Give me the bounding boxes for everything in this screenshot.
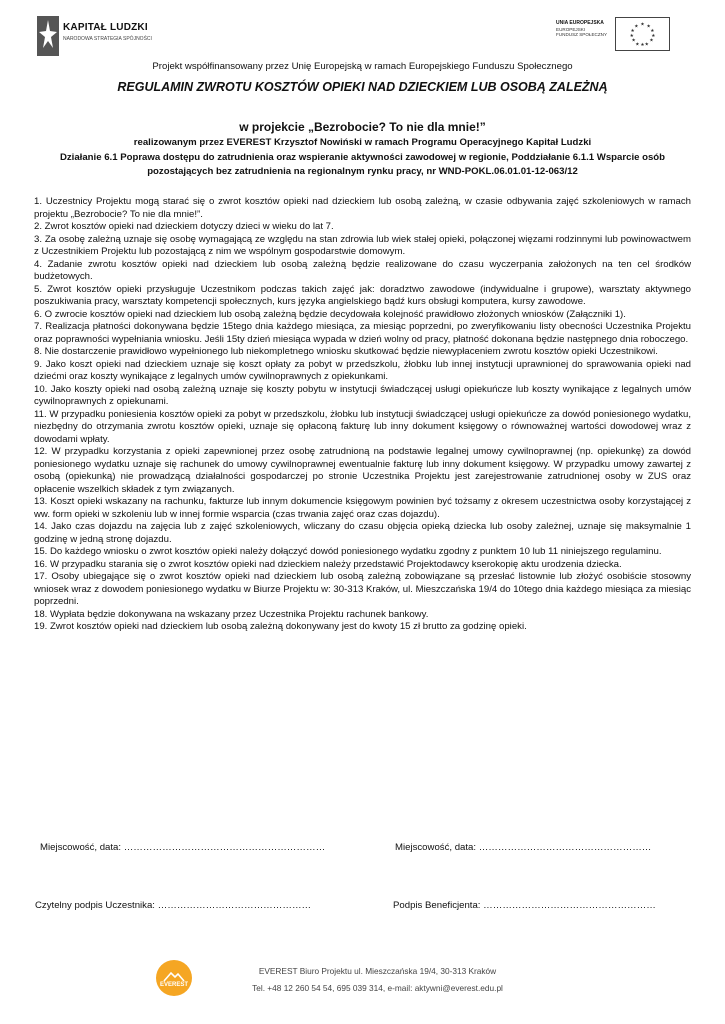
rule-item: 1. Uczestnicy Projektu mogą starać się o zwrot kosztów opieki nad dzieckiem lub osobą zależną, w czasie odbywania zajęć szkoleniowych w ramach projektu „Bezrobocie? To nie dla mnie!”.	[34, 196, 691, 220]
eu-flag-icon	[615, 17, 670, 51]
eu-logo-line3: FUNDUSZ SPOŁECZNY	[556, 32, 608, 38]
svg-text:★: ★	[650, 29, 655, 35]
beneficiary-signature: Podpis Beneficjenta: ………………………………………………	[393, 900, 656, 911]
svg-text:★: ★	[630, 29, 635, 35]
place-date-right: Miejscowość, data: ………………………………………………	[395, 842, 652, 853]
rule-item: 10. Jako koszty opieki nad osobą zależną uznaje się koszty pobytu w instytucji świadczącej usługi opiekuńcze lub koszty wynikające z legalnych umów cywilnoprawnych z opiekunami.	[34, 383, 691, 407]
rule-item: 14. Jako czas dojazdu na zajęcia lub z zajęć szkoleniowych, wliczany do czasu objęcia opieką dziecka lub osoby zależnej, uznaje się maksymalnie 1 godzinę w jedną stronę dojazdu.	[34, 521, 691, 545]
measure-info: Działanie 6.1 Poprawa dostępu do zatrudnienia oraz wspieranie aktywności zawodowej w regionie, Poddziałanie 6.1.1 Wsparcie osób pozostających bez zatrudnienia na regionalnym rynku pracy, nr WND-POKL.06.01.01-12-063/12	[59, 152, 666, 177]
project-subtitle: w projekcie „Bezrobocie? To nie dla mnie!”	[239, 120, 486, 134]
rule-item: 6. O zwrocie kosztów opieki nad dzieckiem lub osobą zależną będzie decydowała kolejność prawidłowo złożonych wniosków (Załączniki 1).	[34, 308, 626, 320]
rule-item: 5. Zwrot kosztów opieki przysługuje Uczestnikom podczas takich zajęć jak: doradztwo zawodowe (indywidualne i grupowe), warsztaty aktywnego poszukiwania pracy, warsztaty kompetencji społecznych, kurs języka angielskiego bądź kurs obsługi komputera, kursy zawodowe.	[34, 283, 691, 307]
rule-item: 8. Nie dostarczenie prawidłowo wypełnionego lub niekompletnego wniosku skutkować będzie niewypłaceniem zwrotu kosztów opieki Uczestnikowi.	[34, 346, 658, 357]
rule-item: 4. Zadanie zwrotu kosztów opieki nad dzieckiem lub osobą zależną będzie realizowane do czasu wyczerpania założonych na ten cel środków budżetowych.	[34, 258, 691, 282]
svg-text:★: ★	[634, 24, 639, 30]
rule-item: 7. Realizacja płatności dokonywana będzie 15tego dnia każdego miesiąca, za miesiąc poprzedni, po zweryfikowaniu listy obecności Uczestnika Projektu oraz poprawności wypełniania wniosku. Jeśli 15ty dzień miesiąca wypada w dzień wolny od pracy, płatność dokonana będzie następnego dnia roboczego.	[34, 321, 691, 345]
rule-item: 18. Wypłata będzie dokonywana na wskazany przez Uczestnika Projektu rachunek bankowy.	[34, 608, 429, 620]
eu-logo-line2: EUROPEJSKI	[556, 26, 586, 32]
kapital-ludzki-logo	[37, 16, 157, 58]
svg-text:★: ★	[646, 24, 651, 30]
kapital-ludzki-subtitle: NARODOWA STRATEGIA SPÓJNOŚCI	[63, 36, 152, 42]
place-date-left: Miejscowość, data: ………………………………………………………	[40, 842, 326, 853]
participant-signature: Czytelny podpis Uczestnika: …………………………………………	[35, 900, 312, 911]
svg-text:★: ★	[635, 42, 640, 48]
eu-logo-line1: UNIA EUROPEJSKA	[556, 20, 604, 26]
rule-item: 2. Zwrot kosztów opieki nad dzieckiem dotyczy dzieci w wieku do lat 7.	[34, 221, 334, 232]
svg-text:★: ★	[631, 38, 636, 44]
rule-item: 13. Koszt opieki wskazany na rachunku, fakturze lub innym dokumencie księgowym powinien być tożsamy z okresem uczestnictwa osoby korzystającej z ww. form opieki w szkoleniu lub w innej formie wsparcia (czas trwania zajęć oraz czas dojazdu).	[34, 496, 691, 520]
everest-logo-text: EVEREST	[159, 982, 188, 988]
rule-item: 12. W przypadku korzystania z opieki zapewnionej przez osobę zatrudnioną na podstawie legalnej umowy cywilnoprawnej (np. opiekunkę) za dowód poniesionego wydatku uznaje się rachunek do umowy cywilnoprawnej ewentualnie fakturę lub inny dokument księgowy. W przypadku umowy zawartej z osobą (opiekunką) nie prowadzącą działalności gospodarczej po stronie Uczestnika Projektu jest zarejestrowanie zatrudnionej osoby w ZUS oraz opłacenie wszelkich składek z tym związanych.	[34, 446, 691, 495]
rule-item: 19. Zwrot kosztów opieki nad dzieckiem lub osobą zależną dokonywany jest do kwoty 15 zł brutto za godzinę opieki.	[34, 621, 527, 632]
svg-text:★: ★	[640, 43, 645, 49]
svg-text:★: ★	[649, 38, 654, 44]
svg-text:★: ★	[629, 33, 634, 39]
svg-text:★: ★	[640, 22, 645, 28]
realized-by: realizowanym przez EVEREST Krzysztof Nowiński w ramach Programu Operacyjnego Kapitał Ludzki	[133, 137, 592, 148]
cofinance-note: Projekt współfinansowany przez Unię Europejską w ramach Europejskiego Funduszu Społecznego	[152, 61, 573, 72]
rule-item: 15. Do każdego wniosku o zwrot kosztów opieki należy dołączyć dowód poniesionego wydatku zgodny z punktem 10 lub 11 niniejszego regulaminu.	[34, 546, 662, 557]
kapital-ludzki-title: KAPITAŁ LUDZKI	[63, 22, 148, 33]
rule-item: 11. W przypadku poniesienia kosztów opieki za pobyt w przedszkolu, żłobku lub instytucji świadczącej usługi opiekuńcze za dowód poniesionego wydatku, niezbędny do otrzymania zwrotu kosztów opieki, uznaje się opłaconą fakturę lub inny dokument księgowy o równoważnej wartości dowodowej wraz z dowodami wpłaty.	[34, 408, 691, 445]
document-title: REGULAMIN ZWROTU KOSZTÓW OPIEKI NAD DZIECKIEM LUB OSOBĄ ZALEŻNĄ	[117, 80, 608, 94]
rules-list	[34, 196, 691, 634]
svg-text:★: ★	[644, 42, 649, 48]
kapital-ludzki-star-icon	[37, 16, 59, 56]
rule-item: 3. Za osobę zależną uznaje się osobę wymagającą ze względu na stan zdrowia lub wiek stałej opieki, połączonej więzami rodzinnymi lub powinowactwem z Uczestnikiem Projektu lub pozostającą z nim we wspólnym gospodarstwie domowym.	[34, 233, 691, 257]
eu-logo-text	[556, 20, 610, 38]
footer-address: EVEREST Biuro Projektu ul. Mieszczańska 19/4, 30-313 Kraków	[258, 966, 497, 976]
eu-logo	[556, 17, 674, 51]
footer-contact: Tel. +48 12 260 54 54, 695 039 314, e-mail: aktywni@everest.edu.pl	[252, 983, 503, 993]
rule-item: 16. W przypadku starania się o zwrot kosztów opieki nad dzieckiem należy przedstawić Projektodawcy kserokopię aktu urodzenia dziecka.	[34, 558, 622, 570]
rule-item: 17. Osoby ubiegające się o zwrot kosztów opieki nad dzieckiem lub osobą zależną zobowiązane są przesłać listownie lub złożyć osobiście stosowny wniosek wraz z dowodem poniesionego wydatku w Biurze Projektu w: 30-313 Kraków, ul. Mieszczańska 19/4 do 10tego dnia każdego miesiąca za miesiąc poprzedni.	[34, 571, 691, 607]
rule-item: 9. Jako koszt opieki nad dzieckiem uznaje się koszt opłaty za pobyt w przedszkolu, żłobku lub innej instytucji uprawnionej do sprawowania opieki nad dziećmi oraz koszty wynikające z legalnych umów cywilnoprawnych z opiekunkami.	[34, 358, 691, 382]
svg-text:★: ★	[651, 33, 656, 39]
